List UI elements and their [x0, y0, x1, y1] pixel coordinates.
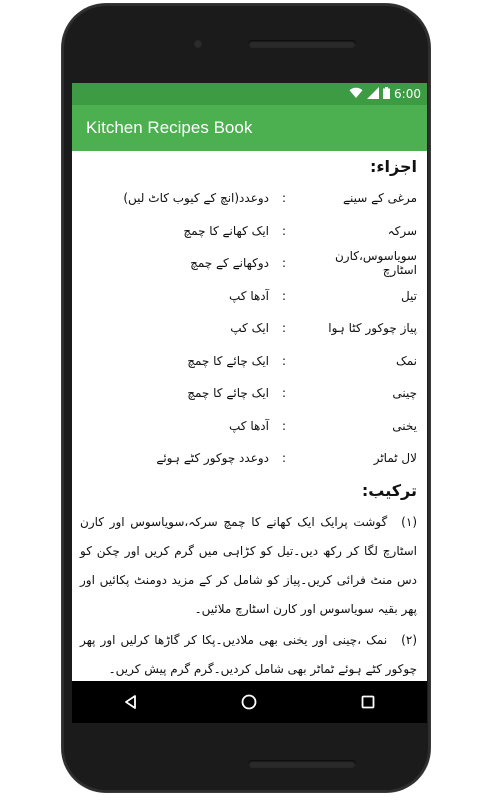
ingredient-name: سویاسوس،کارن اسٹارچ — [334, 249, 417, 278]
ingredient-row — [80, 182, 417, 215]
ingredient-name: مرغی کے سینے — [342, 191, 417, 206]
ingredient-separator: : — [281, 256, 287, 271]
step-text: نمک ،چینی اور یخنی بھی ملادیں۔پکا کر گاڑھا کرلیں اور پھر چوکور کٹے ہوئے ٹماٹر بھی شامل کردیں۔گرم گرم پیش کریں۔ — [80, 632, 417, 676]
ingredient-row — [80, 215, 417, 248]
ingredients-heading: اجزاء: — [369, 157, 417, 176]
ingredient-name: لال ٹماٹر — [373, 451, 417, 466]
status-time: 6:00 — [394, 87, 421, 101]
battery-icon — [383, 87, 390, 102]
ingredient-quantity: دوعدد(انچ کے کیوب کاٹ لیں) — [123, 191, 269, 206]
ingredient-name: تیل — [400, 288, 417, 303]
ingredient-quantity: آدھا کپ — [229, 418, 269, 433]
app-title: Kitchen Recipes Book — [86, 118, 253, 137]
ingredient-separator: : — [281, 386, 287, 401]
home-circle-icon — [241, 694, 257, 710]
home-button[interactable] — [229, 682, 269, 722]
status-icons — [349, 83, 421, 105]
front-camera — [193, 39, 203, 49]
method-heading: ترکیب: — [361, 480, 417, 500]
bottom-speaker — [248, 760, 356, 768]
ingredient-quantity: ایک چائے کا چمچ — [187, 386, 269, 401]
ingredient-separator: : — [281, 321, 287, 336]
ingredient-separator: : — [281, 451, 287, 466]
ingredient-separator: : — [281, 418, 287, 433]
recents-square-icon — [360, 694, 376, 710]
step-text: گوشت پرایک ایک کھانے کا چمچ سرکہ،سویاسوس اور کارن اسٹارچ لگا کر رکھ دیں۔تیل کو کڑاہی میں گرم کریں اور چکن کو دس منٹ فرائی کریں۔پیاز کو شامل کر کے مزید دومنٹ پکائیں اور پھر بقیہ سویاسوس اور کارن اسٹارچ ملائیں۔ — [80, 514, 417, 616]
ingredient-row — [80, 345, 417, 378]
ingredient-quantity: ایک کپ — [230, 321, 269, 336]
ingredient-separator: : — [281, 223, 287, 238]
ingredient-name: سرکہ — [387, 223, 417, 238]
ingredient-quantity: دوعدد چوکور کٹے ہوئے — [156, 451, 269, 466]
wifi-icon — [349, 87, 363, 102]
step-number: (۱) — [401, 514, 417, 529]
earpiece-speaker — [248, 40, 356, 48]
ingredient-quantity: آدھا کپ — [229, 288, 269, 303]
ingredient-name: نمک — [395, 353, 417, 368]
ingredient-separator: : — [281, 191, 287, 206]
step-number: (۲) — [401, 632, 417, 647]
method-step — [80, 626, 417, 682]
ingredient-row — [80, 410, 417, 443]
navigation-bar — [72, 681, 427, 723]
ingredient-separator: : — [281, 353, 287, 368]
recents-button[interactable] — [348, 682, 388, 722]
method-step — [80, 508, 417, 624]
ingredient-name: چینی — [392, 386, 417, 401]
back-triangle-icon — [123, 694, 139, 710]
ingredient-row — [80, 442, 417, 475]
ingredient-separator: : — [281, 288, 287, 303]
ingredient-name: یخنی — [392, 418, 417, 433]
status-bar — [72, 83, 427, 105]
ingredients-list — [80, 182, 417, 475]
ingredient-quantity: دوکھانے کے چمچ — [190, 256, 269, 271]
ingredient-row — [80, 280, 417, 313]
app-bar — [72, 105, 427, 151]
back-button[interactable] — [111, 682, 151, 722]
cellular-signal-icon — [367, 87, 379, 102]
ingredient-row — [80, 312, 417, 345]
recipe-content[interactable] — [72, 151, 427, 681]
device-screen — [72, 83, 427, 723]
ingredient-row — [80, 377, 417, 410]
ingredient-quantity: ایک کھانے کا چمچ — [183, 223, 269, 238]
ingredient-name: پیاز چوکور کٹا ہوا — [328, 321, 417, 336]
ingredient-quantity: ایک چائے کا چمچ — [187, 353, 269, 368]
ingredient-row — [80, 247, 417, 280]
